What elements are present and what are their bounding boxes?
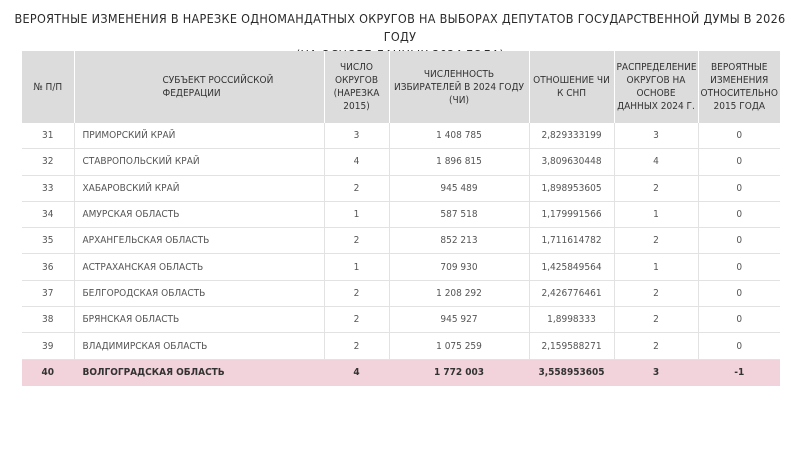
cell-subject: АМУРСКАЯ ОБЛАСТЬ	[74, 201, 324, 227]
cell-ratio: 1,179991566	[529, 201, 614, 227]
cell-districts: 2	[324, 228, 389, 254]
header-change: ВЕРОЯТНЫЕ ИЗМЕНЕНИЯ ОТНОСИТЕЛЬНО 2015 ГОДА	[698, 51, 780, 123]
table-row	[22, 149, 780, 175]
cell-ratio: 2,829333199	[529, 123, 614, 149]
cell-subject: ВЛАДИМИРСКАЯ ОБЛАСТЬ	[74, 333, 324, 359]
cell-change: 0	[698, 201, 780, 227]
header-subject: СУБЪЕКТ РОССИЙСКОЙ ФЕДЕРАЦИИ	[74, 51, 324, 123]
cell-distribution: 1	[614, 254, 698, 280]
cell-distribution: 2	[614, 307, 698, 333]
cell-subject: АРХАНГЕЛЬСКАЯ ОБЛАСТЬ	[74, 228, 324, 254]
cell-ratio: 3,558953605	[529, 359, 614, 385]
table-header-row	[22, 51, 780, 123]
table-row	[22, 228, 780, 254]
cell-change: 0	[698, 149, 780, 175]
header-ratio: ОТНОШЕНИЕ ЧИ К СНП	[529, 51, 614, 123]
table-row	[22, 280, 780, 306]
districts-table	[22, 51, 780, 386]
cell-number: 34	[22, 201, 74, 227]
cell-districts: 4	[324, 359, 389, 385]
cell-subject: ПРИМОРСКИЙ КРАЙ	[74, 123, 324, 149]
table-row	[22, 307, 780, 333]
cell-districts: 1	[324, 254, 389, 280]
cell-distribution: 3	[614, 359, 698, 385]
cell-voters: 587 518	[389, 201, 529, 227]
cell-voters: 1 408 785	[389, 123, 529, 149]
cell-number: 37	[22, 280, 74, 306]
cell-number: 36	[22, 254, 74, 280]
cell-change: 0	[698, 307, 780, 333]
cell-number: 31	[22, 123, 74, 149]
cell-subject: БРЯНСКАЯ ОБЛАСТЬ	[74, 307, 324, 333]
table-row	[22, 201, 780, 227]
cell-districts: 2	[324, 175, 389, 201]
cell-distribution: 2	[614, 175, 698, 201]
cell-number: 32	[22, 149, 74, 175]
cell-voters: 1 075 259	[389, 333, 529, 359]
cell-ratio: 3,809630448	[529, 149, 614, 175]
table-row	[22, 333, 780, 359]
cell-districts: 1	[324, 201, 389, 227]
cell-ratio: 1,8998333	[529, 307, 614, 333]
cell-distribution: 1	[614, 201, 698, 227]
table-row	[22, 175, 780, 201]
cell-subject: АСТРАХАНСКАЯ ОБЛАСТЬ	[74, 254, 324, 280]
cell-voters: 945 489	[389, 175, 529, 201]
cell-ratio: 2,426776461	[529, 280, 614, 306]
cell-number: 39	[22, 333, 74, 359]
cell-ratio: 1,425849564	[529, 254, 614, 280]
cell-change: 0	[698, 228, 780, 254]
cell-number: 38	[22, 307, 74, 333]
cell-change: 0	[698, 175, 780, 201]
cell-voters: 1 772 003	[389, 359, 529, 385]
cell-change: 0	[698, 280, 780, 306]
header-distribution: РАСПРЕДЕЛЕНИЕ ОКРУГОВ НА ОСНОВЕ ДАННЫХ 2024 Г.	[614, 51, 698, 123]
title-line-1: ВЕРОЯТНЫЕ ИЗМЕНЕНИЯ В НАРЕЗКЕ ОДНОМАНДАТНЫХ ОКРУГОВ НА ВЫБОРАХ ДЕПУТАТОВ ГОСУДАРСТВЕННОЙ ДУМЫ В 2026 ГОДУ	[14, 11, 786, 44]
cell-voters: 852 213	[389, 228, 529, 254]
table-row	[22, 254, 780, 280]
cell-number: 33	[22, 175, 74, 201]
cell-voters: 945 927	[389, 307, 529, 333]
cell-subject: ВОЛГОГРАДСКАЯ ОБЛАСТЬ	[74, 359, 324, 385]
cell-number: 40	[22, 359, 74, 385]
cell-number: 35	[22, 228, 74, 254]
cell-districts: 2	[324, 280, 389, 306]
cell-change: 0	[698, 254, 780, 280]
cell-ratio: 1,711614782	[529, 228, 614, 254]
cell-subject: ХАБАРОВСКИЙ КРАЙ	[74, 175, 324, 201]
table-row	[22, 123, 780, 149]
cell-districts: 2	[324, 307, 389, 333]
cell-distribution: 4	[614, 149, 698, 175]
cell-ratio: 2,159588271	[529, 333, 614, 359]
cell-change: 0	[698, 123, 780, 149]
cell-voters: 709 930	[389, 254, 529, 280]
header-voters: ЧИСЛЕННОСТЬ ИЗБИРАТЕЛЕЙ В 2024 ГОДУ (ЧИ)	[389, 51, 529, 123]
cell-voters: 1 208 292	[389, 280, 529, 306]
header-districts: ЧИСЛО ОКРУГОВ (НАРЕЗКА 2015)	[324, 51, 389, 123]
cell-distribution: 2	[614, 280, 698, 306]
table-row-highlighted	[22, 359, 780, 385]
cell-distribution: 2	[614, 333, 698, 359]
cell-subject: БЕЛГОРОДСКАЯ ОБЛАСТЬ	[74, 280, 324, 306]
cell-distribution: 2	[614, 228, 698, 254]
header-number: № П/П	[22, 51, 74, 123]
cell-voters: 1 896 815	[389, 149, 529, 175]
cell-districts: 2	[324, 333, 389, 359]
cell-districts: 4	[324, 149, 389, 175]
cell-subject: СТАВРОПОЛЬСКИЙ КРАЙ	[74, 149, 324, 175]
cell-ratio: 1,898953605	[529, 175, 614, 201]
cell-change: -1	[698, 359, 780, 385]
cell-districts: 3	[324, 123, 389, 149]
cell-change: 0	[698, 333, 780, 359]
cell-distribution: 3	[614, 123, 698, 149]
